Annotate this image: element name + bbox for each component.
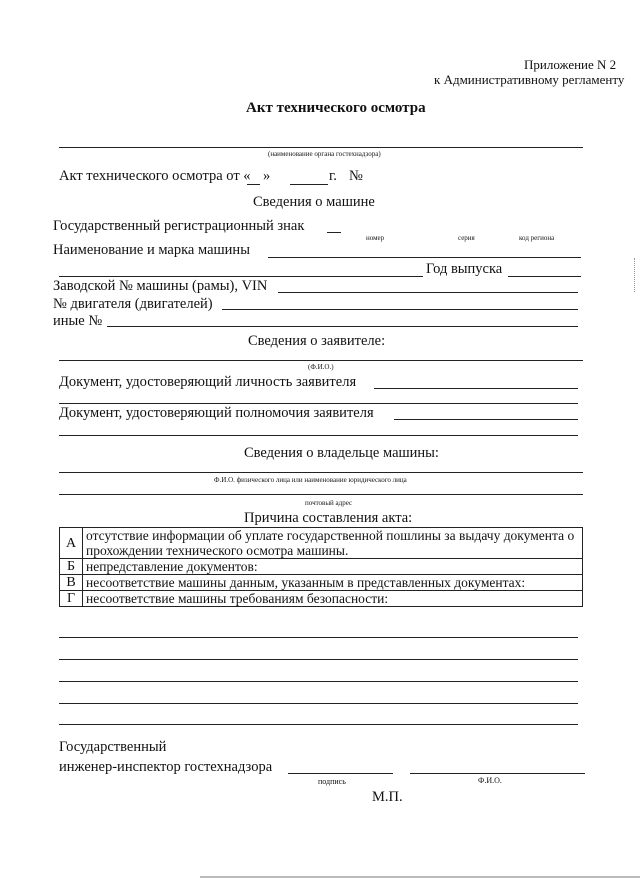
reg-sign-number-caption: номер [366, 234, 385, 242]
act-day-field[interactable] [247, 184, 260, 185]
applicant-section-heading: Сведения о заявителе: [248, 333, 386, 349]
reason-text: отсутствие информации об уплате государственной пошлины за выдачу документа о прохождении технического осмотра машины. [83, 528, 583, 559]
machine-name-label: Наименование и марка машины [53, 242, 250, 258]
act-number-sign: № [349, 168, 363, 184]
reasons-table [59, 527, 583, 607]
inspector-fio-field[interactable] [410, 773, 585, 774]
scan-artifact [634, 258, 638, 292]
reason-row-g [60, 591, 583, 607]
owner-section-heading: Сведения о владельце машины: [244, 445, 439, 461]
owner-name-caption: Ф.И.О. физического лица или наименование юридического лица [214, 476, 407, 484]
applicant-id-doc-field[interactable] [374, 388, 578, 389]
applicant-auth-doc-field[interactable] [394, 419, 578, 420]
inspector-title-line1: Государственный [59, 739, 167, 755]
machine-name-field-continued[interactable] [59, 276, 423, 277]
reasons-heading: Причина составления акта: [244, 510, 413, 526]
machine-name-field[interactable] [268, 257, 581, 258]
reason-letter: В [60, 575, 83, 591]
applicant-id-doc-field-continued[interactable] [59, 403, 578, 404]
notes-line[interactable] [59, 703, 578, 704]
act-date-close-quote: » [263, 168, 271, 184]
reason-row-v [60, 575, 583, 591]
vin-field[interactable] [278, 292, 578, 293]
applicant-id-doc-label: Документ, удостоверяющий личность заявителя [59, 374, 357, 390]
engine-label: № двигателя (двигателей) [53, 296, 213, 312]
applicant-auth-doc-field-continued[interactable] [59, 435, 578, 436]
reason-letter: А [60, 528, 83, 559]
other-numbers-label: иные № [53, 313, 103, 329]
applicant-fio-caption: (Ф.И.О.) [308, 363, 334, 371]
signature-caption: подпись [318, 777, 346, 786]
appendix-number: Приложение N 2 [524, 57, 617, 72]
reg-sign-series-caption: серия [458, 234, 475, 242]
owner-address-field[interactable] [59, 494, 583, 495]
document-title: Акт технического осмотра [246, 100, 426, 116]
reason-letter: Г [60, 591, 83, 607]
act-month-year-field[interactable] [290, 184, 328, 185]
inspector-title-line2: инженер-инспектор гостехнадзора [59, 759, 273, 775]
vin-label: Заводской № машины (рамы), VIN [53, 278, 268, 294]
applicant-auth-doc-label: Документ, удостоверяющий полномочия заявителя [59, 405, 374, 421]
reg-sign-field[interactable] [327, 232, 341, 233]
authority-name-field[interactable] [59, 147, 583, 148]
stamp-place: М.П. [372, 789, 403, 805]
engine-field[interactable] [222, 309, 578, 310]
inspector-fio-caption: Ф.И.О. [478, 776, 502, 785]
reg-sign-region-caption: код региона [519, 234, 555, 242]
appendix-reference: к Административному регламенту [434, 72, 625, 87]
act-year-suffix: г. [329, 168, 337, 184]
applicant-fio-field[interactable] [59, 360, 583, 361]
other-numbers-field[interactable] [107, 326, 578, 327]
year-label: Год выпуска [426, 261, 503, 277]
owner-address-caption: почтовый адрес [305, 499, 353, 507]
act-date-prefix: Акт технического осмотра от « [59, 168, 251, 184]
owner-name-field[interactable] [59, 472, 583, 473]
reason-letter: Б [60, 559, 83, 575]
notes-line[interactable] [59, 724, 578, 725]
reason-text: несоответствие машины требованиям безопасности: [83, 591, 583, 607]
authority-caption: (наименование органа гостехнадзора) [268, 150, 381, 158]
year-field[interactable] [508, 276, 581, 277]
reason-text: несоответствие машины данным, указанным в представленных документах: [83, 575, 583, 591]
reason-row-a [60, 528, 583, 559]
scan-artifact [200, 876, 640, 878]
reason-row-b [60, 559, 583, 575]
signature-field[interactable] [288, 773, 393, 774]
machine-section-heading: Сведения о машине [253, 194, 375, 210]
reg-sign-label: Государственный регистрационный знак [53, 218, 305, 234]
reason-text: непредставление документов: [83, 559, 583, 575]
notes-line[interactable] [59, 659, 578, 660]
notes-line[interactable] [59, 681, 578, 682]
notes-line[interactable] [59, 637, 578, 638]
